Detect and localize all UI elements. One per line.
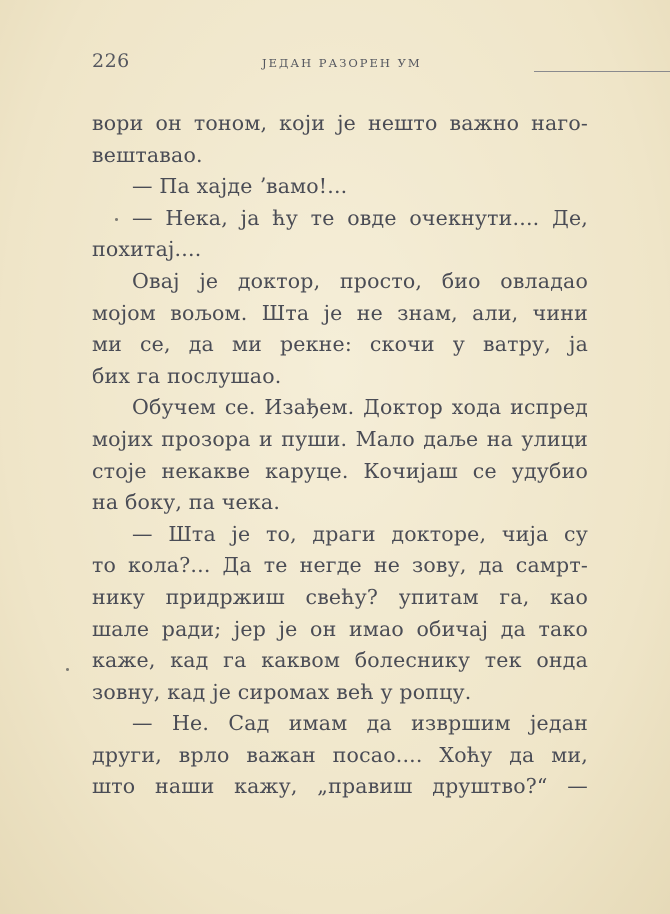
page-header bbox=[92, 50, 590, 76]
text-line: бих га послушао. bbox=[92, 363, 282, 388]
text-line: на боку, па чека. bbox=[92, 490, 281, 515]
text-line: вештавао. bbox=[92, 142, 203, 167]
text-line: шале ради; јер је он имао обичај да тако bbox=[92, 616, 588, 641]
text-line: похитај.... bbox=[92, 237, 202, 262]
text-line: — Не. Сад имам да извршим један bbox=[132, 711, 588, 736]
text-line: вори он тоном, који је нешто важно наго- bbox=[92, 111, 588, 135]
body-text bbox=[92, 108, 588, 803]
text-line: то кола?... Да те негде не зову, да самрт- bbox=[92, 553, 588, 578]
text-line: Обучем се. Изађем. Доктор хода испред bbox=[132, 395, 588, 420]
text-line: — Шта је то, драги докторе, чија су bbox=[132, 521, 588, 546]
text-line: што наши кажу, „правиш друштво?“ — bbox=[92, 774, 588, 799]
text-line: мојих прозора и пуши. Мало даље на улици bbox=[92, 426, 588, 451]
paper-speck bbox=[115, 218, 118, 221]
running-title: ЈЕДАН РАЗОРЕН УМ bbox=[262, 56, 422, 70]
text-line: мојом вољом. Шта је не знам, али, чини bbox=[92, 300, 588, 325]
text-line: каже, кад га каквом болеснику тек онда bbox=[92, 648, 588, 673]
page-number: 226 bbox=[92, 50, 130, 72]
text-line: стоје некакве каруце. Кочијаш се удубио bbox=[92, 458, 588, 483]
header-rule bbox=[534, 71, 670, 72]
text-line: — Па хајде ʼвамо!... bbox=[132, 174, 348, 199]
text-line: зовну, кад је сиромах већ у ропцу. bbox=[92, 679, 472, 704]
paper-speck bbox=[66, 668, 69, 671]
text-line: нику придржиш свећу? упитам га, као bbox=[92, 584, 588, 609]
text-line: ми се, да ми рекне: скочи у ватру, ја bbox=[92, 332, 588, 357]
text-line: — Нека, ја ћу те овде очекнути.... Де, bbox=[132, 205, 588, 230]
text-line: други, врло важан посао.... Хоћу да ми, bbox=[92, 742, 588, 767]
text-line: Овај је доктор, просто, био овладао bbox=[132, 268, 588, 293]
